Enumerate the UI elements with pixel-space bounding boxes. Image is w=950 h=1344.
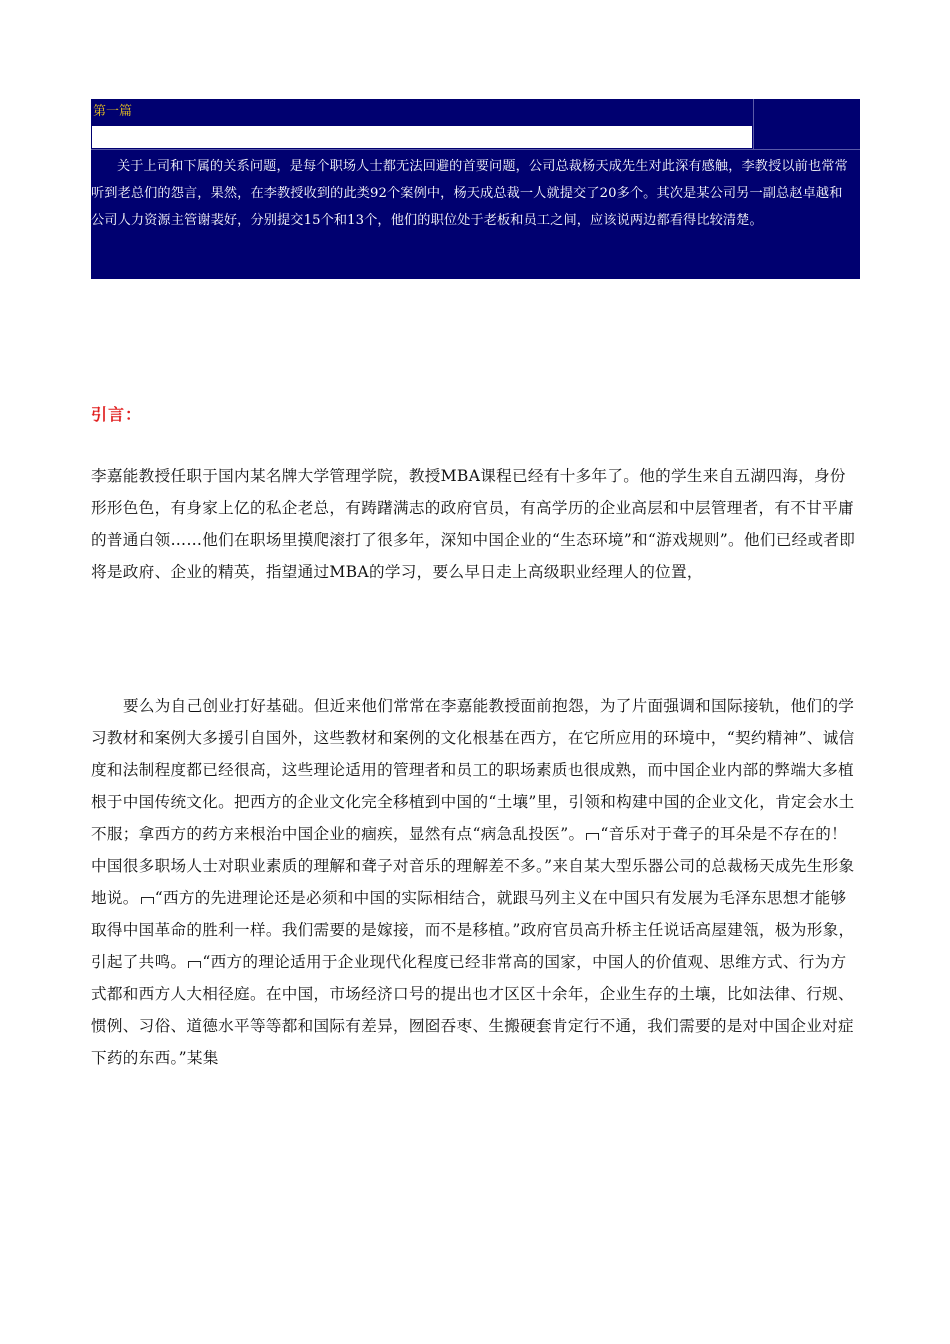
chapter-title-row [91, 99, 753, 125]
intro-heading: 引言： [91, 405, 143, 424]
title-white-bar [92, 126, 752, 148]
paragraph-2-text-a: 要么为自己创业打好基础。但近来他们常常在李嘉能教授面前抱怨，为了片面强调和国际接轨，他们的学习教材和案例大多援引自国外，这些教材和案例的文化根基在西方，在它所应用的环境中，“契约精神”、诚信度和法制程度都已经很高，这些理论适用的管理者和员工的职场素质也很成熟，而中国企业内部的弊端大多植根于中国传统文化。把西方的企业文化完全移植到中国的“土壤”里，引领和构建中国的企业文化，肯定会水土不服；拿西方的药方来根治中国企业的痼疾，显然有点“病急乱投医”。 [91, 697, 855, 843]
body-paragraph-2 [91, 690, 861, 1074]
body-paragraph-1: 李嘉能教授任职于国内某名牌大学管理学院，教授MBA课程已经有十多年了。他的学生来自五湖四海，身份形形色色，有身家上亿的私企老总，有踌躇满志的政府官员，有高学历的企业高层和中层管理者，有不甘平庸的普通白领……他们在职场里摸爬滚打了很多年，深知中国企业的“生态环境”和“游戏规则”。他们已经或者即将是政府、企业的精英，指望通过MBA的学习，要么早日走上高级职业经理人的位置， [91, 467, 856, 581]
paragraph-2-text-d: “西方的理论适用于企业现代化程度已经非常高的国家，中国人的价值观、思维方式、行为方式都和西方人大相径庭。在中国，市场经济口号的提出也才区区十余年，企业生存的土壤，比如法律、行规、惯例、习俗、道德水平等等都和国际有差异，囫囵吞枣、生搬硬套肯定行不通，我们需要的是对中国企业对症下药的东西。”某集 [91, 953, 854, 1067]
chapter-summary-box [91, 99, 860, 279]
header-cell-divider [753, 99, 754, 149]
quote-bracket-icon [585, 832, 599, 840]
paragraph-2-text-b: “音乐对于聋子的耳朵是不存在的！中国很多职场人士对职业素质的理解和聋子对音乐的理解差不多。”来自某大型乐器公司的总裁杨天成先生形象地说。 [91, 825, 855, 907]
chapter-summary-text: 关于上司和下属的关系问题，是每个职场人士都无法回避的首要问题，公司总裁杨天成先生对此深有感触，李教授以前也常常听到老总们的怨言，果然，在李教授收到的此类92个案例中，杨天成总裁一人就提交了20多个。其次是某公司另一副总赵卓越和公司人力资源主管谢裴好，分别提交15个和13个，他们的职位处于老板和员工之间，应该说两边都看得比较清楚。 [91, 159, 848, 228]
quote-bracket-icon [140, 896, 154, 904]
quote-bracket-icon [187, 960, 201, 968]
header-row-divider [91, 149, 860, 150]
paragraph-2-text-c: “西方的先进理论还是必须和中国的实际相结合，就跟马列主义在中国只有发展为毛泽东思想才能够取得中国革命的胜利一样。我们需要的是嫁接，而不是移植。”政府官员高升桥主任说话高屋建瓴，极为形象，引起了共鸣。 [91, 889, 855, 971]
chapter-label: 第一篇 [93, 104, 133, 119]
